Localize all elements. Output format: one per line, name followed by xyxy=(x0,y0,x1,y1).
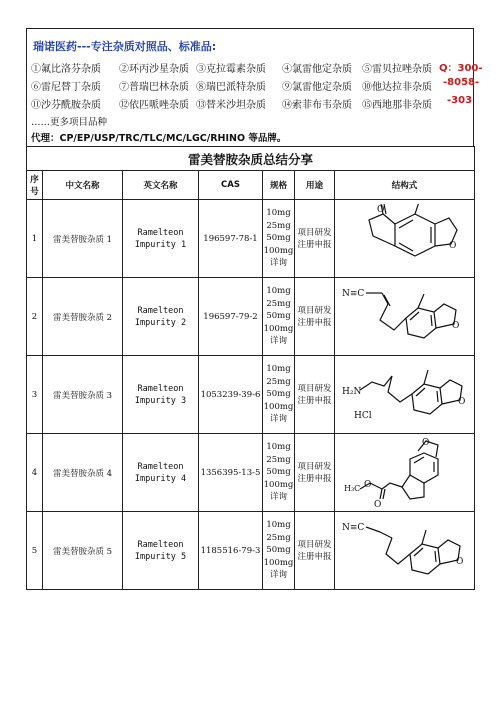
product-item: ②环丙沙星杂质 xyxy=(119,64,189,75)
svg-text:H₃C: H₃C xyxy=(343,483,360,493)
cas-number: 1356395-13-5 xyxy=(199,434,263,512)
product-item: ⑩他达拉非杂质 xyxy=(362,82,432,93)
use-text: 项目研发 注册申报 xyxy=(295,512,335,590)
svg-text:O: O xyxy=(451,320,459,331)
row-number: 2 xyxy=(27,278,43,356)
structure-drawing-5 xyxy=(340,516,470,586)
structure-3 xyxy=(335,356,475,434)
svg-text:O: O xyxy=(455,556,463,567)
cn-name: 雷美替胺杂质 2 xyxy=(43,278,123,356)
product-item: ⑤雷贝拉唑杂质 xyxy=(362,64,432,75)
row-number: 1 xyxy=(27,200,43,278)
structure-4 xyxy=(335,434,475,512)
cas-number: 196597-78-1 xyxy=(199,200,263,278)
svg-text:O: O xyxy=(421,437,429,448)
use-text: 项目研发 注册申报 xyxy=(295,356,335,434)
cn-name: 雷美替胺杂质 4 xyxy=(43,434,123,512)
en-name: Ramelteon Impurity 5 xyxy=(123,512,199,590)
table-title: 雷美替胺杂质总结分享 xyxy=(27,147,475,171)
product-item: ⑥雷尼替丁杂质 xyxy=(31,82,101,93)
spec-list: 10mg 25mg 50mg 100mg 详询 xyxy=(263,434,295,512)
svg-text:O: O xyxy=(363,479,371,490)
product-row xyxy=(31,78,471,92)
structure-drawing-2 xyxy=(340,282,470,352)
svg-text:O: O xyxy=(373,499,381,509)
en-name: Ramelteon Impurity 2 xyxy=(123,278,199,356)
row-number: 3 xyxy=(27,356,43,434)
contact-line: -8058- xyxy=(443,77,480,88)
table-row xyxy=(27,200,475,278)
header-structure: 结构式 xyxy=(335,171,475,200)
en-name: Ramelteon Impurity 3 xyxy=(123,356,199,434)
structure-drawing-4 xyxy=(340,437,470,509)
spec-list: 10mg 25mg 50mg 100mg 详询 xyxy=(263,512,295,590)
product-item: ⑧瑞巴派特杂质 xyxy=(196,82,266,93)
product-row xyxy=(31,96,471,110)
svg-text:O: O xyxy=(376,204,384,215)
more-products-text: ……更多项目品种 xyxy=(31,117,108,128)
cas-number: 196597-79-2 xyxy=(199,278,263,356)
use-text: 项目研发 注册申报 xyxy=(295,278,335,356)
contact-line: Q：300- xyxy=(439,63,483,74)
svg-text:N≡C: N≡C xyxy=(341,522,364,533)
agent-brands-text: 代理：CP/EP/USP/TRC/TLC/MC/LGC/RHINO 等品牌。 xyxy=(31,133,287,144)
product-item: ⑬替米沙坦杂质 xyxy=(196,100,266,111)
spec-list: 10mg 25mg 50mg 100mg 详询 xyxy=(263,200,295,278)
product-item: ①氟比洛芬杂质 xyxy=(31,64,101,75)
svg-text:O: O xyxy=(457,396,465,407)
product-item: ⑫依匹哌唑杂质 xyxy=(119,100,189,111)
svg-text:N≡C: N≡C xyxy=(341,288,364,299)
product-item: ⑭索菲布韦杂质 xyxy=(282,100,352,111)
product-row xyxy=(31,60,471,74)
cas-number: 1185516-79-3 xyxy=(199,512,263,590)
svg-text:O: O xyxy=(448,240,456,251)
cas-number: 1053239-39-6 xyxy=(199,356,263,434)
header-use: 用途 xyxy=(295,171,335,200)
use-text: 项目研发 注册申报 xyxy=(295,434,335,512)
product-item: ⑦普瑞巴林杂质 xyxy=(119,82,189,93)
table-row xyxy=(27,512,475,590)
header-en-name: 英文名称 xyxy=(123,171,199,200)
table-row xyxy=(27,356,475,434)
en-name: Ramelteon Impurity 1 xyxy=(123,200,199,278)
svg-text:HCl: HCl xyxy=(353,410,372,421)
en-name: Ramelteon Impurity 4 xyxy=(123,434,199,512)
svg-text:H₂N: H₂N xyxy=(341,386,361,397)
structure-2 xyxy=(335,278,475,356)
structure-1 xyxy=(335,200,475,278)
header-cn-name: 中文名称 xyxy=(43,171,123,200)
impurity-table xyxy=(26,146,475,590)
cn-name: 雷美替胺杂质 1 xyxy=(43,200,123,278)
table-row xyxy=(27,434,475,512)
cn-name: 雷美替胺杂质 5 xyxy=(43,512,123,590)
contact-line: -303 xyxy=(447,95,473,106)
table-header-row xyxy=(27,171,475,200)
banner-title: 瑞诺医药---专注杂质对照品、标准品: xyxy=(33,40,217,53)
company-banner xyxy=(26,28,483,146)
use-text: 项目研发 注册申报 xyxy=(295,200,335,278)
structure-drawing-3 xyxy=(340,360,470,430)
product-item: ⑪沙芬酰胺杂质 xyxy=(31,100,101,111)
product-item: ⑨氯雷他定杂质 xyxy=(282,82,352,93)
header-spec: 规格 xyxy=(263,171,295,200)
product-item: ⑮西地那非杂质 xyxy=(362,100,432,111)
structure-5 xyxy=(335,512,475,590)
row-number: 5 xyxy=(27,512,43,590)
structure-drawing-1 xyxy=(345,204,465,274)
header-cas: CAS xyxy=(199,171,263,200)
header-no: 序号 xyxy=(27,171,43,200)
product-item: ③克拉霉素杂质 xyxy=(196,64,266,75)
spec-list: 10mg 25mg 50mg 100mg 详询 xyxy=(263,278,295,356)
cn-name: 雷美替胺杂质 3 xyxy=(43,356,123,434)
product-item: ④氯雷他定杂质 xyxy=(282,64,352,75)
spec-list: 10mg 25mg 50mg 100mg 详询 xyxy=(263,356,295,434)
row-number: 4 xyxy=(27,434,43,512)
table-row xyxy=(27,278,475,356)
